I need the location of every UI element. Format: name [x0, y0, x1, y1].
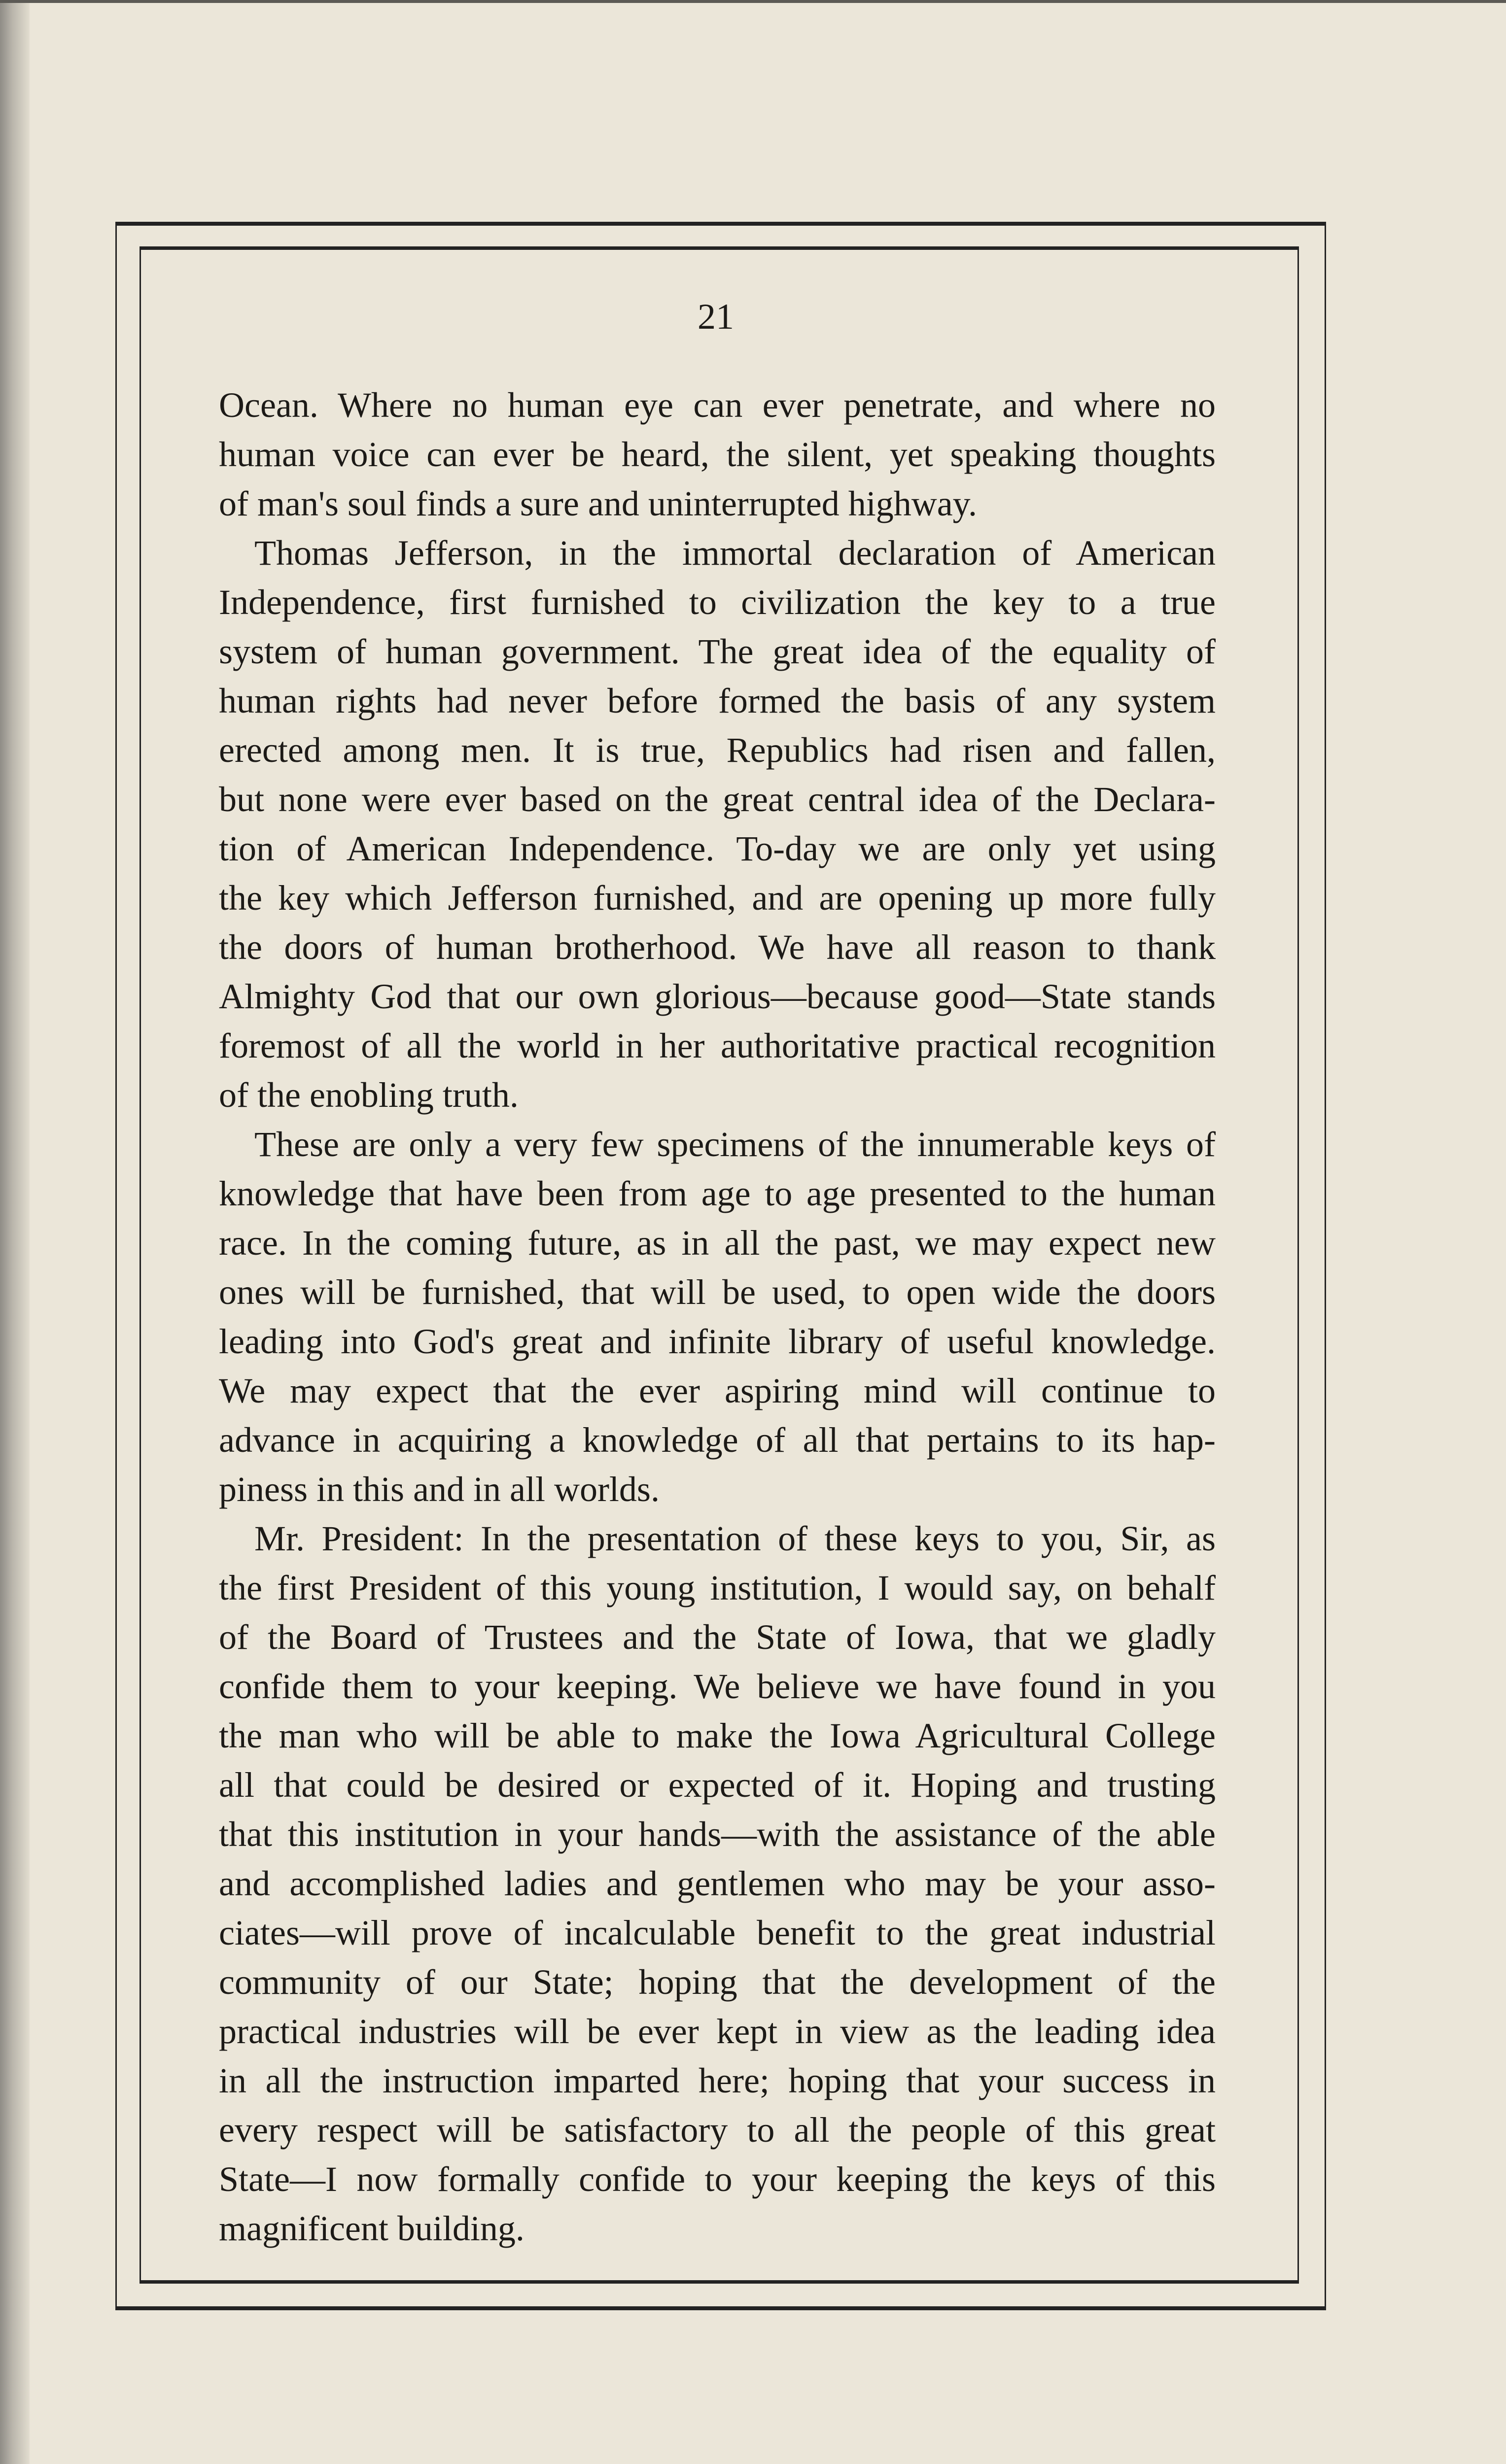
paragraph — [219, 528, 1216, 1120]
scan-edge — [0, 0, 1506, 3]
text-line: that this institution in your hands—with the assistance of the able — [219, 1814, 1216, 1854]
text-line: human voice can ever be heard, the silent, yet speaking thoughts — [219, 435, 1216, 474]
page-number: 21 — [698, 297, 734, 337]
body-text — [219, 380, 1216, 2253]
text-line: leading into God's great and infinite library of useful knowledge. — [219, 1322, 1216, 1361]
page-gutter-shadow — [0, 0, 30, 2464]
text-line: of the enobling truth. — [219, 1075, 519, 1115]
text-line: Mr. President: In the presentation of these keys to you, Sir, as — [254, 1519, 1216, 1558]
text-line: but none were ever based on the great central idea of the Declara- — [219, 780, 1216, 819]
text-line: knowledge that have been from age to age presented to the human — [219, 1174, 1216, 1213]
text-line: foremost of all the world in her authoritative practical recognition — [219, 1026, 1216, 1065]
text-line: magnificent building. — [219, 2209, 525, 2248]
text-line: human rights had never before formed the basis of any system — [219, 681, 1216, 720]
text-line: every respect will be satisfactory to all the people of this great — [219, 2110, 1216, 2150]
text-line: advance in acquiring a knowledge of all that pertains to its hap- — [219, 1420, 1216, 1460]
text-line: erected among men. It is true, Republics had risen and fallen, — [219, 730, 1216, 770]
text-line: the man who will be able to make the Iowa Agricultural College — [219, 1716, 1216, 1755]
text-line: We may expect that the ever aspiring mind will continue to — [219, 1371, 1216, 1410]
text-line: State—I now formally confide to your keeping the keys of this — [219, 2159, 1216, 2199]
paragraph — [219, 380, 1216, 528]
text-line: Ocean. Where no human eye can ever penetrate, and where no — [219, 385, 1216, 425]
text-line: of man's soul finds a sure and uninterrupted highway. — [219, 484, 977, 523]
text-line: the doors of human brotherhood. We have all reason to thank — [219, 927, 1216, 967]
text-line: and accomplished ladies and gentlemen who may be your asso- — [219, 1864, 1216, 1903]
text-line: the first President of this young institution, I would say, on behalf — [219, 1568, 1216, 1608]
text-line: in all the instruction imparted here; hoping that your success in — [219, 2061, 1216, 2100]
text-line: system of human government. The great idea of the equality of — [219, 632, 1216, 671]
text-line: confide them to your keeping. We believe we have found in you — [219, 1667, 1216, 1706]
text-line: ciates—will prove of incalculable benefit to the great industrial — [219, 1913, 1216, 1952]
text-line: all that could be desired or expected of it. Hoping and trusting — [219, 1765, 1216, 1805]
text-line: These are only a very few specimens of the innumerable keys of — [254, 1125, 1216, 1164]
text-line: ones will be furnished, that will be used, to open wide the doors — [219, 1272, 1216, 1312]
text-line: community of our State; hoping that the development of the — [219, 1962, 1216, 2002]
text-line: Thomas Jefferson, in the immortal declaration of American — [254, 533, 1216, 573]
text-line: Almighty God that our own glorious—because good—State stands — [219, 977, 1216, 1016]
text-line: piness in this and in all worlds. — [219, 1470, 660, 1509]
paragraph — [219, 1120, 1216, 1514]
text-line: Independence, first furnished to civilization the key to a true — [219, 582, 1216, 622]
text-line: practical industries will be ever kept in view as the leading idea — [219, 2012, 1216, 2051]
text-line: race. In the coming future, as in all the past, we may expect new — [219, 1223, 1216, 1263]
text-line: the key which Jefferson furnished, and are opening up more fully — [219, 878, 1216, 918]
text-line: of the Board of Trustees and the State of Iowa, that we gladly — [219, 1617, 1216, 1657]
text-line: tion of American Independence. To-day we are only yet using — [219, 829, 1216, 868]
paragraph — [219, 1514, 1216, 2253]
